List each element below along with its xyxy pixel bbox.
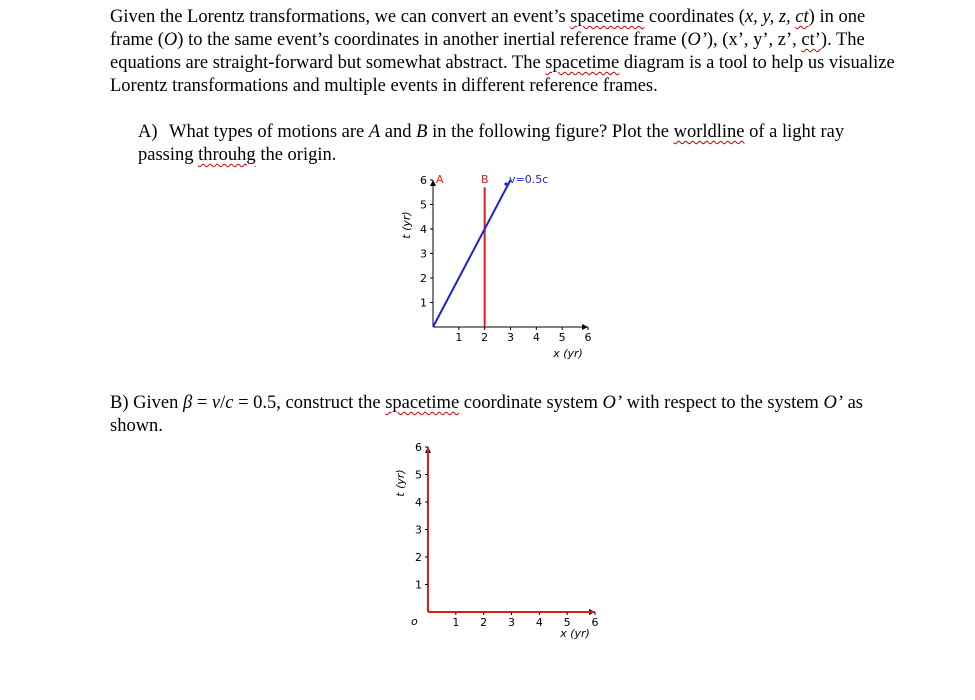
y-tick-label: 6 xyxy=(420,174,427,187)
math-var: c xyxy=(225,393,234,413)
math-var: O’ xyxy=(823,393,843,413)
intro-text: ) to the same event’s coordinates in another inertial reference frame ( xyxy=(177,30,688,50)
question-text: of a light ray passing xyxy=(138,122,845,165)
math-var: A xyxy=(368,122,381,142)
spelling-flag: worldline xyxy=(673,122,745,142)
math-var: v xyxy=(211,393,221,413)
question-a xyxy=(138,121,898,167)
math-var: β xyxy=(182,393,193,413)
intro-paragraph xyxy=(110,6,900,98)
question-a-label: A) xyxy=(138,122,158,142)
spelling-flag: spacetime xyxy=(545,53,620,73)
x-tick-label: 2 xyxy=(481,331,489,344)
spelling-flag: ct xyxy=(795,7,809,27)
series-b-label: B xyxy=(481,173,489,186)
question-text: What types of motions are xyxy=(169,122,369,142)
x-tick-label: 2 xyxy=(480,616,488,629)
velocity-annotation-dot xyxy=(504,182,507,185)
plot-b xyxy=(385,435,615,650)
question-text: = 0.5, construct the xyxy=(233,393,386,413)
intro-text: ) in one frame ( xyxy=(110,7,866,50)
velocity-annotation: v=0.5c xyxy=(509,173,549,186)
spelling-flag: spacetime xyxy=(570,7,645,27)
spelling-flag: throuhg xyxy=(198,145,256,165)
x-axis-label: x (yr) xyxy=(553,347,583,360)
x-axis-arrow-icon xyxy=(582,324,588,330)
question-text: B) Given xyxy=(110,393,183,413)
y-tick-label: 3 xyxy=(420,247,427,261)
question-text: and xyxy=(380,122,417,142)
question-text: in the following figure? Plot the xyxy=(427,122,674,142)
y-tick-label: 2 xyxy=(415,551,422,564)
spelling-flag: ct’ xyxy=(801,30,821,50)
math-var: O’ xyxy=(602,393,623,413)
y-tick-label: 6 xyxy=(415,441,422,454)
y-tick-label: 1 xyxy=(420,296,427,310)
x-tick-label: 6 xyxy=(591,616,599,629)
math-var: O xyxy=(163,30,178,50)
question-text: / xyxy=(220,393,226,413)
x-tick-label: 1 xyxy=(455,331,463,344)
series-a-label: A xyxy=(436,173,444,186)
math-var: B xyxy=(416,122,428,142)
x-tick-label: 5 xyxy=(563,616,571,629)
x-tick-label: 5 xyxy=(558,331,566,344)
x-tick-label: 3 xyxy=(508,616,515,629)
origin-label: o xyxy=(411,615,418,628)
y-tick-label: 5 xyxy=(415,468,422,482)
y-tick-label: 4 xyxy=(415,496,422,509)
question-text: the origin. xyxy=(255,145,337,165)
question-text: with respect to the system xyxy=(622,393,824,413)
question-text: as shown. xyxy=(110,393,864,436)
plot-a xyxy=(390,170,610,370)
intro-text: diagram is a tool to help us visualize Lorentz transformations and multiple events in different reference frames. xyxy=(110,53,895,96)
x-tick-label: 6 xyxy=(584,331,592,344)
x-axis-label: x (yr) xyxy=(560,627,590,640)
spelling-flag: spacetime xyxy=(385,393,460,413)
y-axis-label: t (yr) xyxy=(400,211,413,239)
question-text: = xyxy=(192,393,212,413)
x-tick-label: 1 xyxy=(452,616,460,629)
series-line-b xyxy=(433,180,511,327)
intro-text: coordinates ( xyxy=(644,7,745,27)
x-tick-label: 4 xyxy=(535,616,543,629)
y-axis-label: t (yr) xyxy=(394,469,407,497)
y-tick-label: 4 xyxy=(420,223,427,236)
y-tick-label: 2 xyxy=(420,272,427,285)
y-tick-label: 3 xyxy=(415,523,422,537)
y-tick-label: 5 xyxy=(420,198,427,212)
intro-text: ). The equations are straight-forward but somewhat abstract. The xyxy=(110,30,865,73)
math-var: x, y, z, xyxy=(744,7,796,27)
math-var: O’ xyxy=(687,30,707,50)
x-tick-label: 3 xyxy=(507,331,514,344)
x-tick-label: 4 xyxy=(532,331,540,344)
intro-text: Given the Lorentz transformations, we can convert an event’s xyxy=(110,7,571,27)
intro-text: ), (x’, y’, z’, xyxy=(706,30,802,50)
question-b xyxy=(110,392,900,438)
y-tick-label: 1 xyxy=(415,578,422,592)
question-text: coordinate system xyxy=(459,393,603,413)
